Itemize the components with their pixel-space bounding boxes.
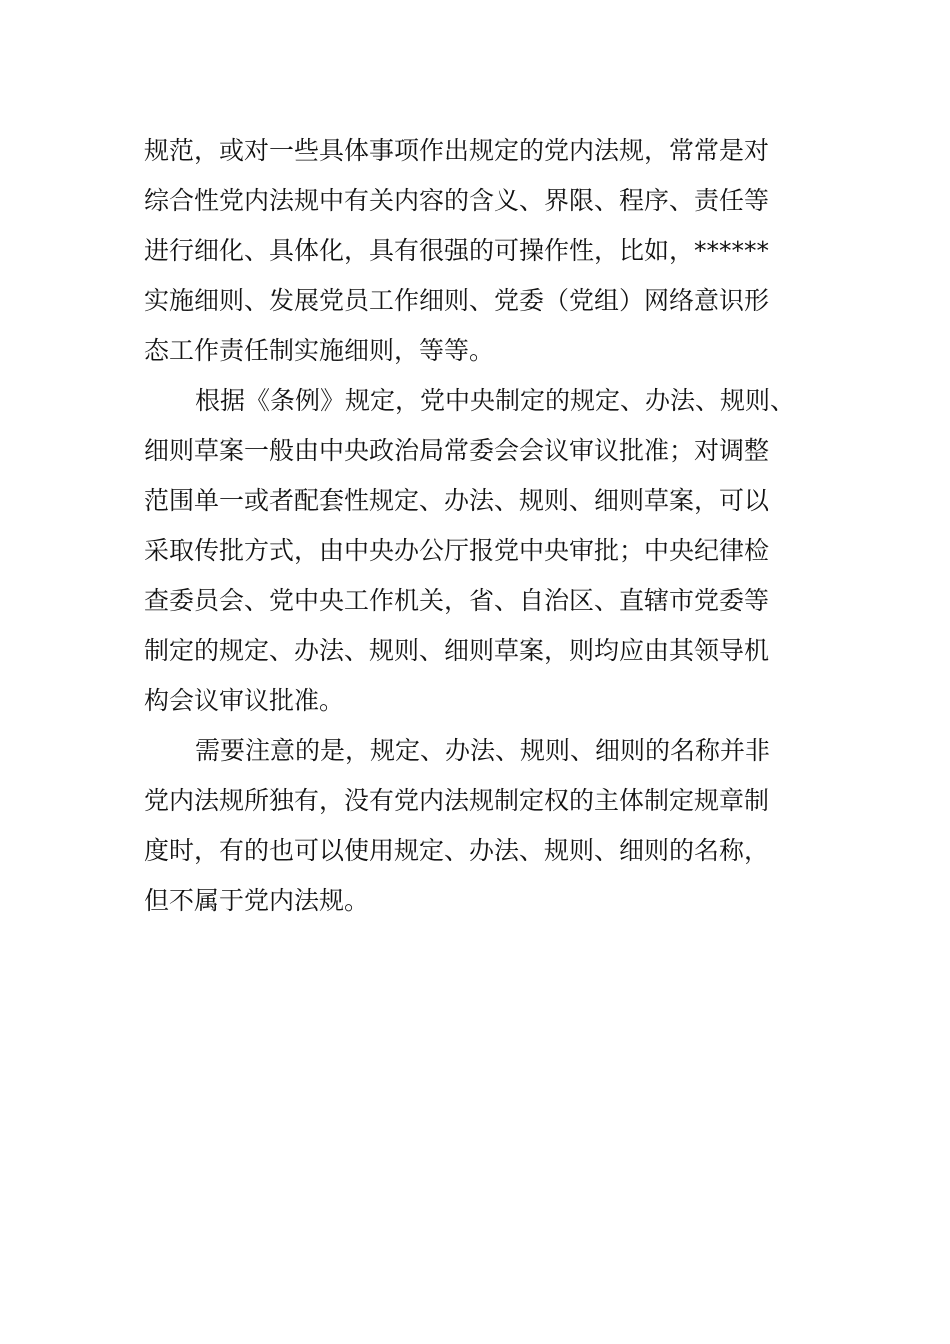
paragraph-1-line-4: 实施细则、发展党员工作细则、党委（党组）网络意识形 <box>144 286 770 315</box>
paragraph-1-line-1: 规范，或对一些具体事项作出规定的党内法规，常常是对 <box>144 136 770 165</box>
paragraph-2-line-4: 采取传批方式，由中央办公厅报党中央审批；中央纪律检 <box>144 536 770 565</box>
paragraph-2-line-5: 查委员会、党中央工作机关，省、自治区、直辖市党委等 <box>144 586 770 615</box>
paragraph-2-line-2: 细则草案一般由中央政治局常委会会议审议批准；对调整 <box>144 436 770 465</box>
paragraph-2-line-7: 构会议审议批准。 <box>144 686 345 715</box>
paragraph-1-line-2: 综合性党内法规中有关内容的含义、界限、程序、责任等 <box>144 186 770 215</box>
paragraph-2-line-1: 根据《条例》规定，党中央制定的规定、办法、规则、 <box>195 386 796 415</box>
paragraph-2-line-3: 范围单一或者配套性规定、办法、规则、细则草案，可以 <box>144 486 770 515</box>
paragraph-1-line-5: 态工作责任制实施细则，等等。 <box>144 336 495 365</box>
paragraph-3-line-2: 党内法规所独有，没有党内法规制定权的主体制定规章制 <box>144 786 770 815</box>
paragraph-3-line-1: 需要注意的是，规定、办法、规则、细则的名称并非 <box>195 736 771 765</box>
paragraph-2-line-6: 制定的规定、办法、规则、细则草案，则均应由其领导机 <box>144 636 770 665</box>
paragraph-3-line-3: 度时，有的也可以使用规定、办法、规则、细则的名称， <box>144 836 770 865</box>
document-body <box>144 126 824 926</box>
paragraph-1-line-3: 进行细化、具体化，具有很强的可操作性，比如，****** <box>144 236 770 265</box>
paragraph-3-line-4: 但不属于党内法规。 <box>144 886 370 915</box>
